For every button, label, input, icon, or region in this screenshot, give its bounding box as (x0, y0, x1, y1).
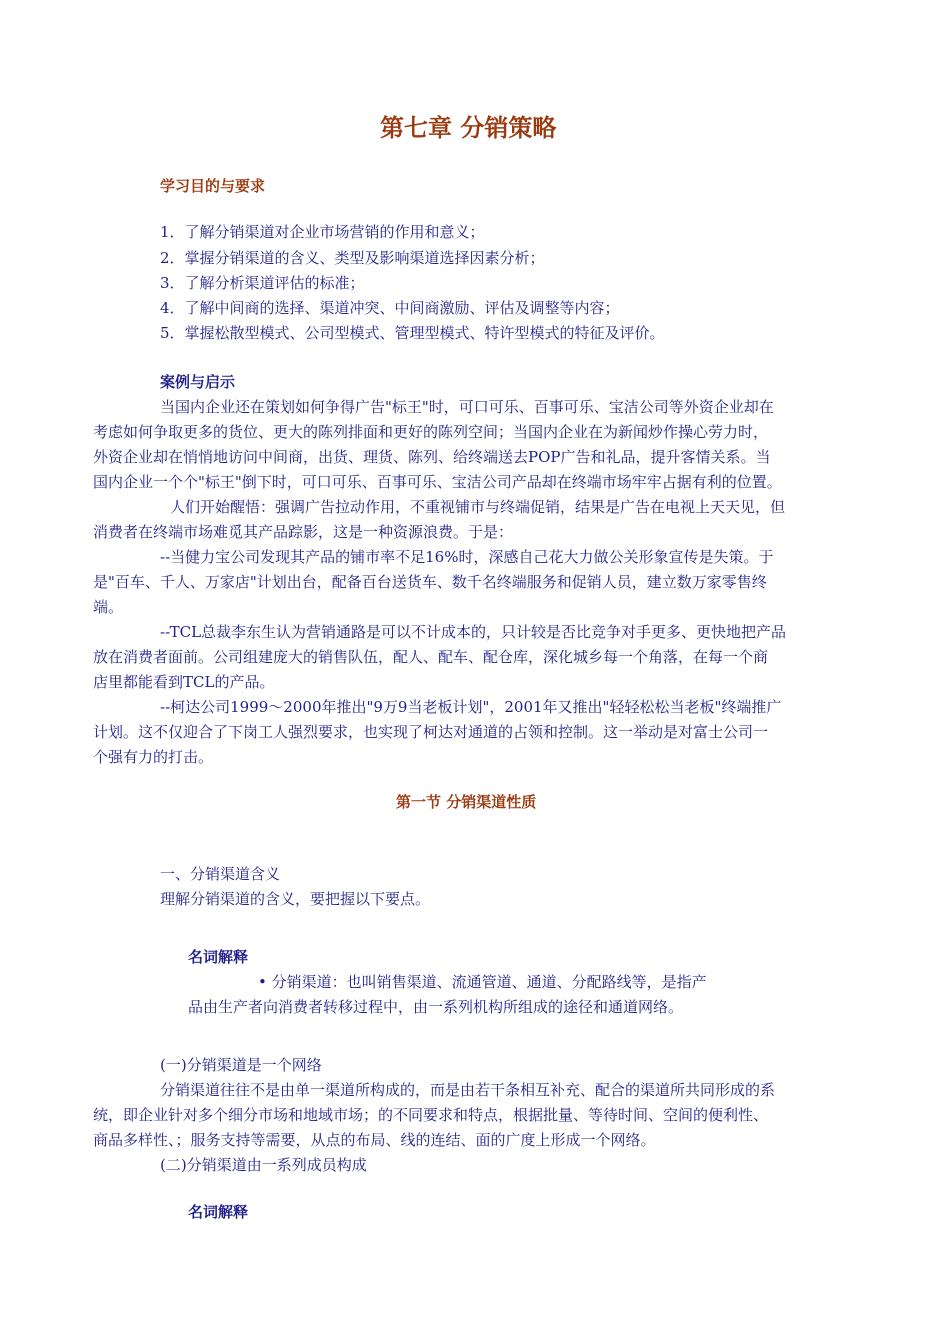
case-line: --当健力宝公司发现其产品的铺市率不足16%时，深感自己花大力做公关形象宣传是失策。于 (160, 548, 774, 566)
term-heading: 名词解释 (188, 948, 249, 966)
objective-item: 4．了解中间商的选择、渠道冲突、中间商激励、评估及调整等内容； (160, 299, 620, 317)
case-line: 考虑如何争取更多的货位、更大的陈列排面和更好的陈列空间；当国内企业在为新闻炒作操心劳力时， (93, 423, 769, 441)
objective-item: 2．掌握分销渠道的含义、类型及影响渠道选择因素分析； (160, 249, 545, 267)
objectives-heading: 学习目的与要求 (160, 177, 266, 195)
case-line: 当国内企业还在策划如何争得广告"标王"时，可口可乐、百事可乐、宝洁公司等外资企业却在 (160, 398, 774, 416)
term-heading: 名词解释 (188, 1203, 249, 1221)
case-line: 国内企业一个个"标王"倒下时，可口可乐、百事可乐、宝洁公司产品却在终端市场牢牢占据有利的位置。 (93, 473, 782, 491)
case-line: 个强有力的打击。 (93, 748, 214, 766)
term-definition-line: 品由生产者向消费者转移过程中，由一系列机构所组成的途径和通道网络。 (188, 998, 684, 1016)
case-line: --TCL总裁李东生认为营销通路是可以不计成本的，只计较是否比竞争对手更多、更快地把产品 (160, 623, 787, 641)
case-line: 外资企业却在悄悄地访问中间商，出货、理货、陈列、给终端送去POP广告和礼品，提升客情关系。当 (93, 448, 771, 466)
objective-item: 5．掌握松散型模式、公司型模式、管理型模式、特许型模式的特征及评价。 (160, 324, 665, 342)
case-heading: 案例与启示 (160, 373, 236, 391)
case-line: 店里都能看到TCL的产品。 (93, 673, 275, 691)
point-line: 分销渠道往往不是由单一渠道所构成的，而是由若干条相互补充、配合的渠道所共同形成的系 (160, 1081, 776, 1099)
objective-item: 1．了解分销渠道对企业市场营销的作用和意义； (160, 223, 485, 241)
case-line: --柯达公司1999～2000年推出"9万9当老板计划"，2001年又推出"轻轻松松当老板"终端推广 (160, 698, 782, 716)
case-line: 计划。这不仅迎合了下岗工人强烈要求，也实现了柯达对通道的占领和控制。这一举动是对富士公司一 (93, 723, 769, 741)
point-heading: (一)分销渠道是一个网络 (160, 1056, 322, 1074)
subsection-heading: 一、分销渠道含义 (160, 865, 281, 883)
objective-item: 3．了解分析渠道评估的标准； (160, 274, 365, 292)
point-heading: (二)分销渠道由一系列成员构成 (160, 1156, 367, 1174)
case-line: 放在消费者面前。公司组建庞大的销售队伍，配人、配车、配仓库，深化城乡每一个角落，在每一个商 (93, 648, 769, 666)
case-line: 是"百车、千人、万家店"计划出台，配备百台送货车、数千名终端服务和促销人员，建立数万家零售终 (93, 573, 767, 591)
case-line: 端。 (93, 598, 124, 616)
case-line: 消费者在终端市场难觅其产品踪影，这是一种资源浪费。于是： (93, 523, 514, 541)
section-title: 第一节 分销渠道性质 (396, 793, 537, 811)
point-line: 统，即企业针对多个细分市场和地域市场；的不同要求和特点，根据批量、等待时间、空间的便利性、 (93, 1106, 769, 1124)
term-definition-line: • 分销渠道：也叫销售渠道、流通管道、通道、分配路线等，是指产 (258, 973, 707, 991)
chapter-title: 第七章 分销策略 (380, 114, 557, 142)
subsection-intro: 理解分销渠道的含义，要把握以下要点。 (160, 890, 431, 908)
case-line: 人们开始醒悟：强调广告拉动作用，不重视铺市与终端促销，结果是广告在电视上天天见，但 (170, 498, 786, 516)
point-line: 商品多样性、；服务支持等需要，从点的布局、线的连结、面的广度上形成一个网络。 (93, 1131, 656, 1149)
